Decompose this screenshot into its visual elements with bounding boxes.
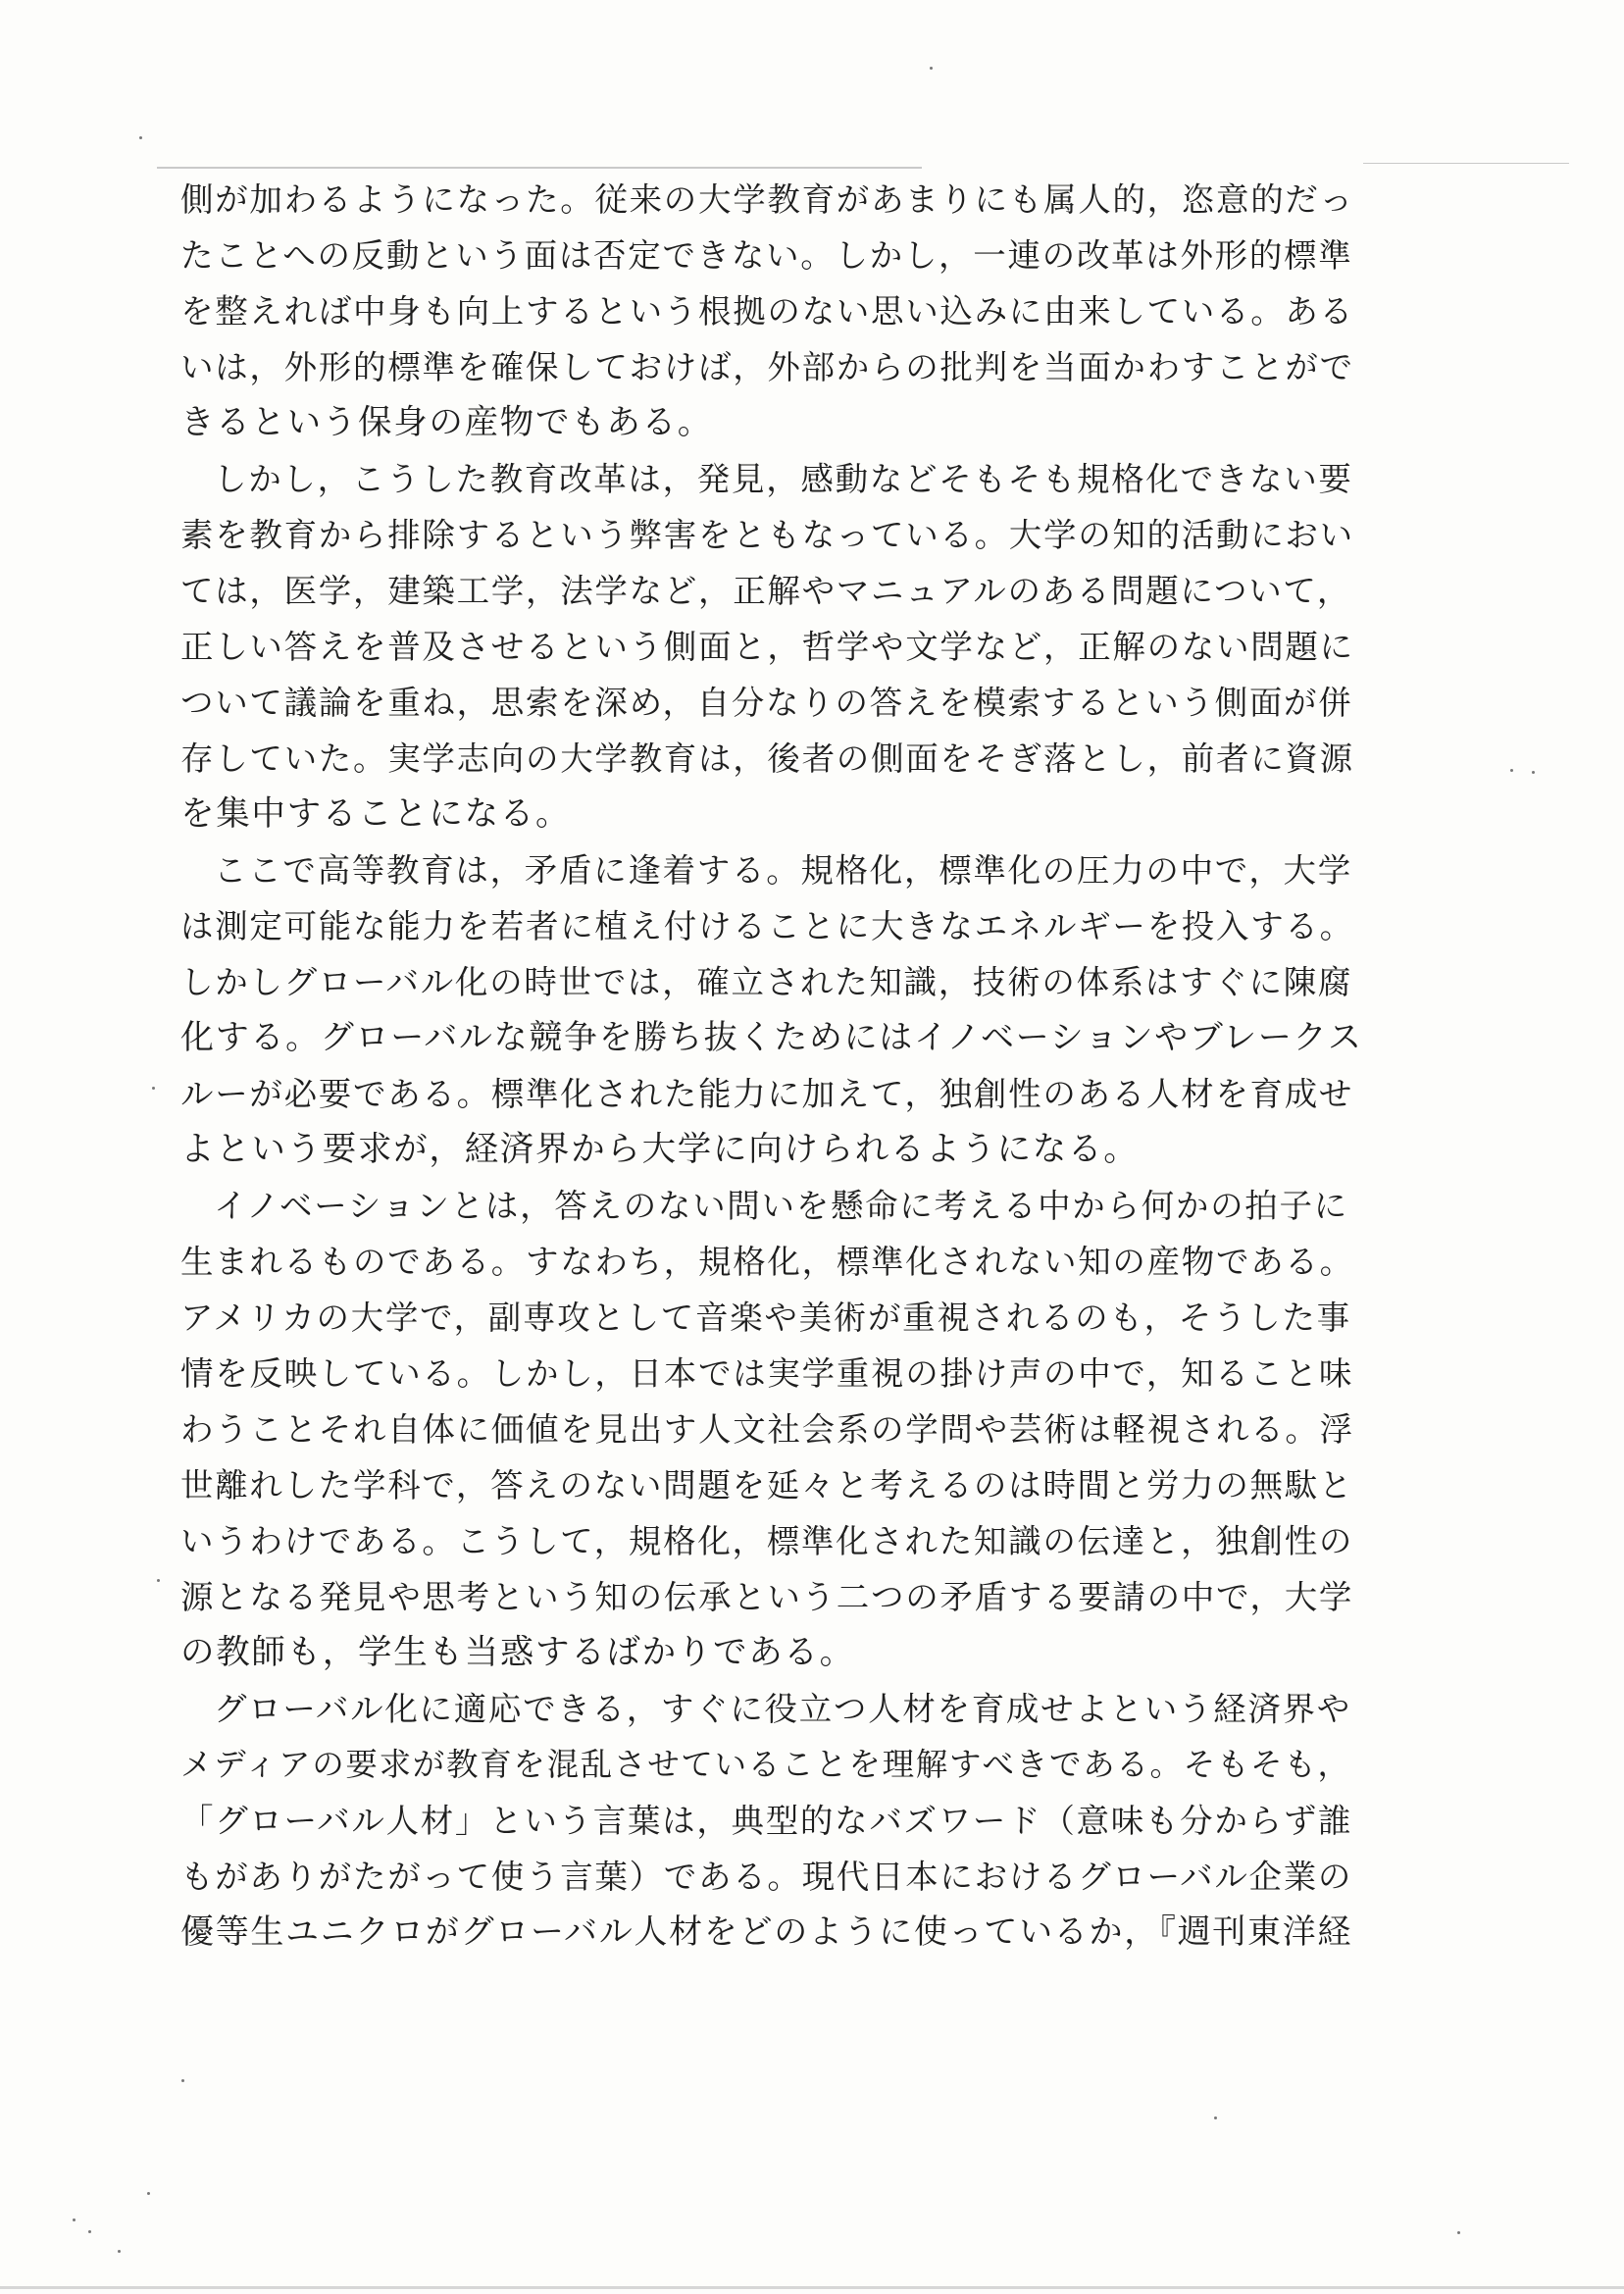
scan-speck (118, 2250, 121, 2253)
top-rule-right (1363, 163, 1569, 164)
scan-speck (1532, 771, 1535, 774)
text-line: 存していた。実学志向の大学教育は，後者の側面をそぎ落とし，前者に資源 (180, 739, 1354, 778)
text-line: アメリカの大学で，副専攻として音楽や美術が重視されるのも，そうした事 (180, 1299, 1351, 1337)
text-line: 素を教育から排除するという弊害をともなっている。大学の知的活動におい (180, 516, 1354, 554)
text-line: ルーが必要である。標準化された能力に加えて，独創性のある人材を育成せ (180, 1075, 1354, 1113)
text-line: の教師も，学生も当惑するばかりである。 (180, 1633, 855, 1672)
text-line: きるという保身の産物でもある。 (180, 403, 713, 442)
text-line: 世離れした学科で，答えのない問題を延々と考えるのは時間と労力の無駄と (180, 1466, 1354, 1504)
text-line: 側が加わるようになった。従来の大学教育があまりにも属人的，恣意的だっ (180, 180, 1354, 219)
text-line: いうわけである。こうして，規格化，標準化された知識の伝達と，独創性の (180, 1522, 1354, 1560)
bottom-edge (0, 2286, 1624, 2289)
text-line: 「グローバル人材」という言葉は，典型的なバズワード（意味も分からず誰 (180, 1802, 1353, 1840)
scan-speck (152, 1087, 155, 1090)
scan-speck (139, 136, 142, 139)
text-line: しかし，こうした教育改革は，発見，感動などそもそも規格化できない要 (214, 460, 1353, 498)
text-line: 正しい答えを普及させるという側面と，哲学や文学など，正解のない問題に (180, 628, 1354, 666)
scan-speck (157, 1579, 160, 1582)
scan-speck (1457, 2231, 1460, 2234)
scan-speck (1214, 2116, 1217, 2119)
text-line: ては，医学，建築工学，法学など，正解やマニュアルのある問題について， (180, 572, 1352, 610)
body-text (180, 172, 1363, 1961)
text-line: を集中することになる。 (180, 794, 572, 834)
scan-speck (147, 2192, 150, 2195)
scan-speck (88, 2230, 91, 2233)
text-line: いは，外形的標準を確保しておけば，外部からの批判を当面かわすことがで (180, 348, 1354, 386)
text-line: メディアの要求が教育を混乱させていることを理解すべきである。そもそも， (180, 1746, 1351, 1783)
scan-speck (930, 67, 933, 70)
text-line: もがありがたがって使う言葉）である。現代日本におけるグローバル企業の (180, 1858, 1353, 1896)
text-line: を整えれば中身も向上するという根拠のない思い込みに由来している。ある (180, 292, 1354, 331)
text-line: わうことそれ自体に価値を見出す人文社会系の学問や芸術は軽視される。浮 (180, 1410, 1354, 1449)
text-line: たことへの反動という面は否定できない。しかし，一連の改革は外形的標準 (180, 236, 1353, 275)
text-line: 化する。グローバルな競争を勝ち抜くためにはイノベーションやブレークス (180, 1018, 1363, 1057)
text-line: 源となる発見や思考という知の伝承という二つの矛盾する要請の中で，大学 (180, 1578, 1354, 1616)
text-line: ここで高等教育は，矛盾に逢着する。規格化，標準化の圧力の中で，大学 (214, 851, 1352, 890)
scan-speck (181, 2079, 184, 2082)
text-line: ついて議論を重ね，思索を深め，自分なりの答えを模索するという側面が併 (180, 684, 1353, 722)
text-line: イノベーションとは，答えのない問いを懸命に考える中から何かの拍子に (214, 1187, 1348, 1225)
text-line: 情を反映している。しかし，日本では実学重視の掛け声の中で，知ること味 (180, 1354, 1354, 1393)
text-line: は測定可能な能力を若者に植え付けることに大きなエネルギーを投入する。 (180, 907, 1354, 945)
text-line: しかしグローバル化の時世では，確立された知識，技術の体系はすぐに陳腐 (180, 963, 1353, 1001)
text-line: 優等生ユニクロがグローバル人材をどのように使っているか，『週刊東洋経 (180, 1912, 1353, 1952)
text-line: よという要求が，経済界から大学に向けられるようになる。 (180, 1130, 1140, 1169)
text-line: 生まれるものである。すなわち，規格化，標準化されない知の産物である。 (180, 1243, 1354, 1281)
scan-speck (1510, 769, 1513, 772)
scan-speck (73, 2218, 76, 2221)
top-rule-left (157, 167, 922, 169)
text-line: グローバル化に適応できる，すぐに役立つ人材を育成せよという経済界や (214, 1690, 1351, 1728)
